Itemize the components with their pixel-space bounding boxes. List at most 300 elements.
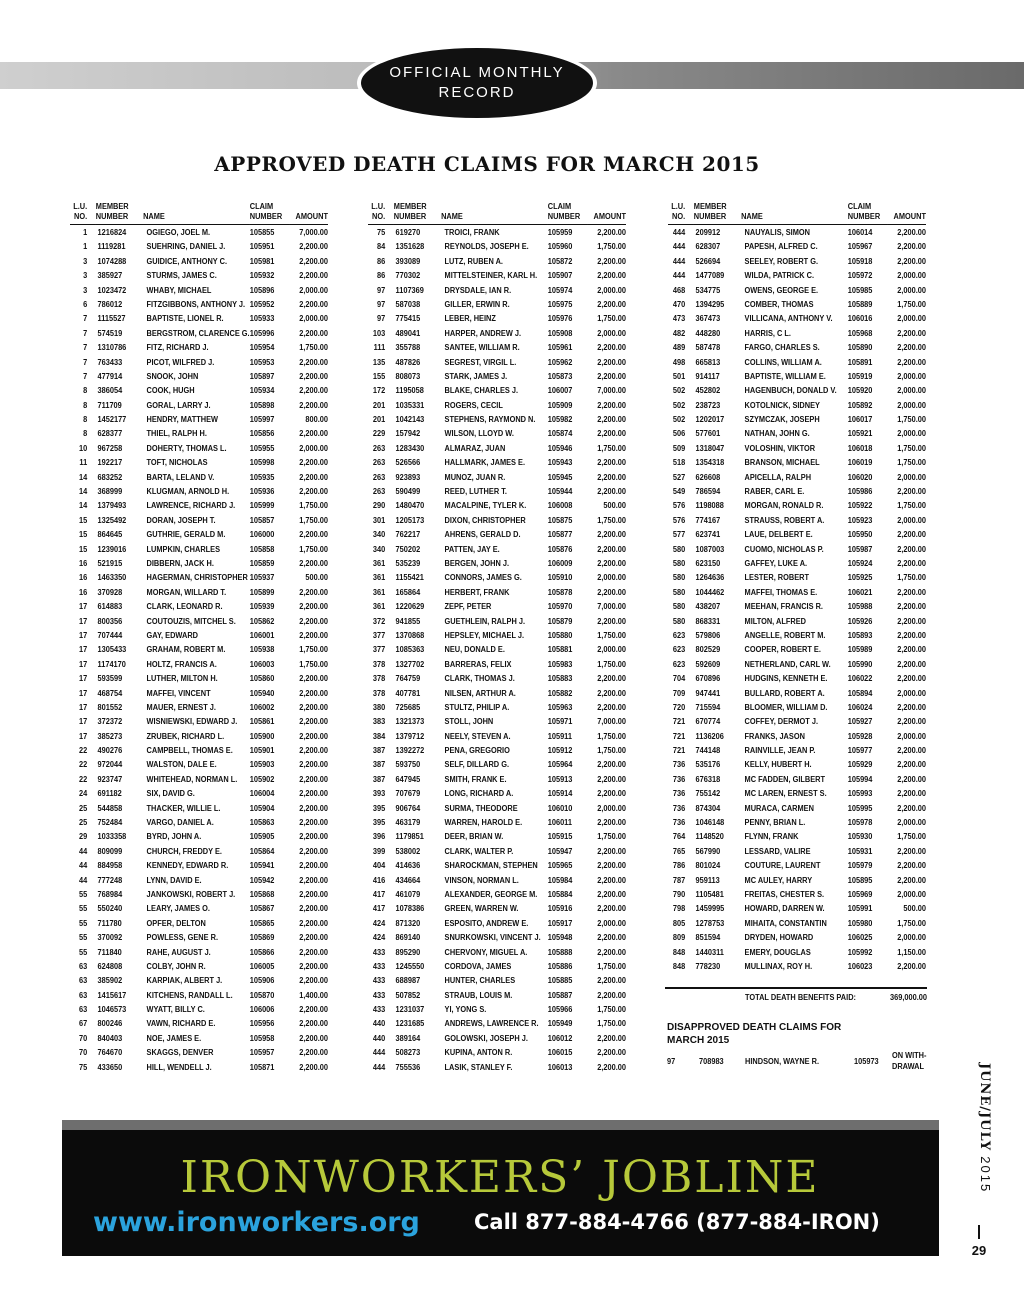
table-row	[668, 743, 926, 757]
cell-amount: 2,200.00	[597, 428, 626, 439]
folio-divider	[978, 1225, 980, 1239]
cell-lu: 387	[372, 773, 386, 784]
cell-lu: 580	[672, 543, 686, 554]
table-row	[668, 714, 926, 728]
cell-lu: 55	[78, 903, 88, 914]
cell-lu: 340	[372, 529, 386, 540]
cell-name: DORAN, JOSEPH T.	[146, 514, 216, 525]
cell-amount: 2,000.00	[897, 514, 926, 525]
cell-name: LYNN, DAVID E.	[146, 874, 202, 885]
cell-claim: 106004	[249, 788, 275, 799]
cell-claim: 105910	[547, 572, 573, 583]
cell-member: 1392272	[395, 745, 425, 756]
cell-claim: 106007	[547, 385, 573, 396]
cell-lu: 378	[372, 687, 386, 698]
cell-member: 587478	[695, 342, 721, 353]
cell-member: 711709	[97, 399, 122, 410]
cell-claim: 105858	[249, 543, 275, 554]
cell-amount: 500.00	[603, 500, 626, 511]
table-row	[70, 714, 328, 728]
cell-name: SEGREST, VIRGIL L.	[444, 356, 517, 367]
cell-name: SNURKOWSKI, VINCENT J.	[444, 932, 541, 943]
cell-claim: 105942	[249, 874, 275, 885]
cell-amount: 7,000.00	[597, 716, 626, 727]
cell-name: HUDGINS, KENNETH E.	[744, 673, 828, 684]
table-row	[668, 916, 926, 930]
cell-member: 157942	[395, 428, 421, 439]
cell-name: ESPOSITO, ANDREW E.	[444, 917, 529, 928]
cell-claim: 105961	[547, 342, 573, 353]
table-row	[70, 268, 328, 282]
cell-lu: 805	[672, 917, 686, 928]
cell-amount: 2,200.00	[597, 399, 626, 410]
cell-claim: 105870	[249, 989, 275, 1000]
disapproved-claim: 105973	[854, 1056, 879, 1066]
table-row	[70, 326, 328, 340]
cell-name: WILSON, LLOYD W.	[444, 428, 514, 439]
cell-claim: 105903	[249, 759, 275, 770]
cell-amount: 2,200.00	[597, 788, 626, 799]
cell-lu: 433	[372, 989, 386, 1000]
cell-claim: 105916	[547, 903, 573, 914]
cell-name: FITZ, RICHARD J.	[146, 342, 209, 353]
cell-lu: 580	[672, 572, 686, 583]
cell-name: FLYNN, FRANK	[744, 831, 799, 842]
disapproved-title	[667, 1021, 887, 1047]
cell-member: 725685	[395, 701, 421, 712]
header-claim-line: NUMBER	[547, 211, 581, 221]
cell-claim: 105866	[249, 946, 275, 957]
table-row	[368, 714, 626, 728]
cell-amount: 2,200.00	[897, 716, 926, 727]
cell-lu: 263	[372, 486, 386, 497]
table-row	[368, 729, 626, 743]
cell-amount: 2,000.00	[897, 471, 926, 482]
table-row	[368, 614, 626, 628]
cell-name: LESSARD, VALIRE	[744, 845, 811, 856]
table-row	[368, 398, 626, 412]
cell-lu: 63	[78, 989, 88, 1000]
cell-name: MEEHAN, FRANCIS R.	[744, 601, 823, 612]
table-row	[70, 916, 328, 930]
cell-claim: 105875	[547, 514, 573, 525]
header-member-line: MEMBER	[95, 201, 129, 211]
cell-lu: 15	[78, 514, 88, 525]
cell-name: DRYSDALE, IAN R.	[444, 284, 512, 295]
total-value: 369,000.00	[890, 992, 927, 1002]
cell-member: 755142	[695, 788, 721, 799]
cell-lu: 580	[672, 601, 686, 612]
cell-claim: 106011	[547, 817, 572, 828]
cell-amount: 2,000.00	[299, 442, 328, 453]
cell-lu: 787	[672, 874, 686, 885]
cell-name: BYRD, JOHN A.	[146, 831, 202, 842]
cell-amount: 2,000.00	[897, 399, 926, 410]
header-name: NAME	[143, 211, 165, 221]
table-row	[368, 700, 626, 714]
cell-claim: 105955	[249, 442, 275, 453]
table-row	[70, 686, 328, 700]
cell-amount: 2,200.00	[299, 701, 328, 712]
cell-claim: 105869	[249, 932, 275, 943]
cell-amount: 2,200.00	[897, 529, 926, 540]
cell-amount: 2,000.00	[897, 428, 926, 439]
table-row	[70, 1031, 328, 1045]
cell-claim: 105979	[847, 860, 873, 871]
cell-name: WYATT, BILLY C.	[146, 1004, 205, 1015]
header-name: NAME	[441, 211, 463, 221]
cell-lu: 25	[78, 817, 88, 828]
cell-lu: 1	[83, 227, 88, 237]
table-row	[668, 441, 926, 455]
record-badge	[361, 48, 593, 118]
cell-amount: 2,000.00	[897, 270, 926, 281]
cell-amount: 2,200.00	[897, 960, 926, 971]
table-row	[70, 887, 328, 901]
header-lu	[70, 201, 96, 225]
cell-name: KENNEDY, EDWARD R.	[146, 860, 229, 871]
cell-member: 1477089	[695, 270, 725, 281]
cell-claim: 105897	[249, 370, 275, 381]
cell-member: 1087003	[695, 543, 725, 554]
header-amount: AMOUNT	[593, 211, 626, 221]
cell-member: 386054	[97, 385, 123, 396]
cell-amount: 2,200.00	[597, 989, 626, 1000]
cell-member: 619270	[395, 227, 421, 237]
cell-amount: 500.00	[903, 903, 926, 914]
cell-lu: 623	[672, 629, 686, 640]
table-row	[368, 570, 626, 584]
cell-amount: 1,750.00	[597, 658, 626, 669]
claims-table	[668, 201, 926, 973]
header-lu-line: L.U.	[371, 201, 386, 211]
table-row	[70, 945, 328, 959]
cell-name: MC LAREN, ERNEST S.	[744, 788, 827, 799]
cell-lu: 786	[672, 860, 686, 871]
cell-amount: 2,000.00	[897, 730, 926, 741]
table-row	[368, 901, 626, 915]
table-row	[70, 398, 328, 412]
cell-lu: 63	[78, 975, 88, 986]
cell-lu: 736	[672, 759, 686, 770]
header-claim	[250, 201, 290, 225]
header-lu	[668, 201, 694, 225]
cell-amount: 2,200.00	[299, 1018, 328, 1029]
table-row	[368, 297, 626, 311]
cell-name: HOWARD, DARREN W.	[744, 903, 825, 914]
table-row	[70, 671, 328, 685]
table-row	[368, 1002, 626, 1016]
cell-amount: 2,000.00	[897, 385, 926, 396]
table-row	[70, 844, 328, 858]
cell-claim: 105865	[249, 917, 275, 928]
cell-name: POWLESS, GENE R.	[146, 932, 219, 943]
cell-lu: 765	[672, 845, 686, 856]
cell-name: GRAHAM, ROBERT M.	[146, 644, 226, 655]
cell-claim: 105871	[249, 1061, 275, 1072]
table-row	[70, 829, 328, 843]
cell-member: 923747	[97, 773, 123, 784]
cell-amount: 2,200.00	[299, 270, 328, 281]
cell-claim: 105947	[547, 845, 573, 856]
cell-lu: 14	[78, 471, 88, 482]
cell-lu: 84	[376, 241, 386, 252]
cell-claim: 105889	[847, 298, 873, 309]
table-row	[70, 757, 328, 771]
cell-amount: 2,200.00	[897, 342, 926, 353]
cell-claim: 105966	[547, 1004, 573, 1015]
cell-amount: 1,750.00	[299, 514, 328, 525]
cell-name: THACKER, WILLIE L.	[146, 802, 221, 813]
cell-claim: 105864	[249, 845, 275, 856]
table-row	[70, 700, 328, 714]
cell-name: WISNIEWSKI, EDWARD J.	[146, 716, 238, 727]
table-row	[668, 657, 926, 671]
cell-lu: 809	[672, 932, 686, 943]
cell-claim: 105954	[249, 342, 275, 353]
table-row	[668, 930, 926, 944]
cell-amount: 2,000.00	[897, 370, 926, 381]
cell-member: 490276	[97, 745, 123, 756]
cell-amount: 2,200.00	[299, 629, 328, 640]
cell-claim: 105991	[847, 903, 873, 914]
header-member-line: NUMBER	[693, 211, 727, 221]
cell-name: SNOOK, JOHN	[146, 370, 199, 381]
cell-claim: 105905	[249, 831, 275, 842]
cell-name: MC FADDEN, GILBERT	[744, 773, 826, 784]
cell-amount: 500.00	[305, 572, 328, 583]
cell-member: 1074288	[97, 255, 127, 266]
table-row	[368, 268, 626, 282]
header-lu-line: L.U.	[671, 201, 686, 211]
cell-member: 1480470	[395, 500, 425, 511]
cell-amount: 2,200.00	[299, 586, 328, 597]
header-lu-line: NO.	[74, 211, 88, 221]
cell-lu: 444	[672, 270, 686, 281]
cell-amount: 2,200.00	[597, 1032, 626, 1043]
table-row	[368, 426, 626, 440]
cell-member: 1119281	[97, 241, 126, 252]
table-row	[70, 988, 328, 1002]
cell-name: COFFEY, DERMOT J.	[744, 716, 819, 727]
cell-lu: 444	[672, 241, 686, 252]
cell-name: KITCHENS, RANDALL L.	[146, 989, 233, 1000]
cell-claim: 105901	[249, 745, 275, 756]
cell-lu: 29	[78, 831, 88, 842]
cell-name: NETHERLAND, CARL W.	[744, 658, 831, 669]
table-row	[668, 542, 926, 556]
cell-member: 768984	[97, 888, 123, 899]
cell-claim: 106002	[249, 701, 275, 712]
cell-claim: 105884	[547, 888, 573, 899]
cell-claim: 105902	[249, 773, 275, 784]
cell-amount: 2,200.00	[299, 1032, 328, 1043]
cell-name: KARPIAK, ALBERT J.	[146, 975, 223, 986]
cell-name: HUNTER, CHARLES	[444, 975, 516, 986]
cell-member: 1239016	[97, 543, 127, 554]
table-row	[668, 959, 926, 973]
cell-name: FRANKS, JASON	[744, 730, 805, 741]
cell-amount: 2,200.00	[897, 644, 926, 655]
cell-claim: 106010	[547, 802, 573, 813]
cell-amount: 2,200.00	[299, 831, 328, 842]
cell-name: COMBER, THOMAS	[744, 298, 814, 309]
cell-member: 1245550	[395, 960, 425, 971]
cell-name: PAPESH, ALFRED C.	[744, 241, 818, 252]
header-amount: AMOUNT	[893, 211, 926, 221]
cell-amount: 2,200.00	[299, 888, 328, 899]
jobline-title: IRONWORKERS’ JOBLINE	[180, 1152, 820, 1203]
cell-amount: 2,200.00	[299, 557, 328, 568]
cell-amount: 2,200.00	[299, 788, 328, 799]
table-row	[368, 988, 626, 1002]
cell-claim: 105934	[249, 385, 275, 396]
cell-claim: 105957	[249, 1047, 275, 1058]
cell-member: 711840	[97, 946, 122, 957]
cell-name: NEELY, STEVEN A.	[444, 730, 511, 741]
cell-amount: 1,750.00	[597, 730, 626, 741]
cell-amount: 2,000.00	[597, 917, 626, 928]
cell-amount: 1,750.00	[299, 543, 328, 554]
table-row	[368, 283, 626, 297]
table-row	[668, 887, 926, 901]
cell-name: COOK, HUGH	[146, 385, 195, 396]
cell-amount: 2,000.00	[897, 687, 926, 698]
cell-claim: 106023	[847, 960, 873, 971]
cell-amount: 2,200.00	[299, 730, 328, 741]
cell-amount: 2,200.00	[597, 356, 626, 367]
cell-amount: 2,200.00	[299, 903, 328, 914]
cell-claim: 105876	[547, 543, 573, 554]
cell-member: 764670	[97, 1047, 123, 1058]
cell-lu: 17	[78, 629, 88, 640]
cell-claim: 105982	[547, 414, 573, 425]
cell-member: 577601	[695, 428, 721, 439]
cell-lu: 67	[78, 1018, 88, 1029]
table-row	[70, 369, 328, 383]
badge-line-1: OFFICIAL MONTHLY	[389, 64, 565, 81]
table-row	[368, 642, 626, 656]
cell-lu: 440	[372, 1032, 386, 1043]
cell-claim: 105908	[547, 327, 573, 338]
cell-lu: 15	[78, 543, 88, 554]
table-header-row	[70, 201, 328, 225]
cell-amount: 2,200.00	[299, 845, 328, 856]
cell-amount: 2,200.00	[897, 701, 926, 712]
cell-member: 1463350	[97, 572, 127, 583]
cell-claim: 105913	[547, 773, 573, 784]
table-row	[668, 585, 926, 599]
cell-claim: 105994	[847, 773, 873, 784]
table-row	[70, 657, 328, 671]
cell-lu: 17	[78, 716, 88, 727]
cell-member: 1278753	[695, 917, 725, 928]
cell-claim: 105953	[249, 356, 275, 367]
cell-member: 538002	[395, 845, 421, 856]
cell-lu: 55	[78, 932, 88, 943]
table-row	[368, 973, 626, 987]
table-row	[368, 757, 626, 771]
cell-amount: 1,750.00	[597, 745, 626, 756]
table-row	[70, 355, 328, 369]
header-member	[96, 201, 143, 225]
cell-member: 683252	[97, 471, 123, 482]
jobline-url-link[interactable]: www.ironworkers.org	[93, 1207, 420, 1238]
cell-amount: 2,200.00	[597, 414, 626, 425]
cell-name: FREITAS, CHESTER S.	[744, 888, 825, 899]
cell-lu: 489	[672, 342, 686, 353]
table-row	[668, 786, 926, 800]
cell-name: AHRENS, GERALD D.	[444, 529, 521, 540]
cell-claim: 106000	[249, 529, 275, 540]
cell-member: 614883	[97, 601, 123, 612]
cell-claim: 105945	[547, 471, 573, 482]
cell-name: STARK, JAMES J.	[444, 370, 508, 381]
cell-lu: 417	[372, 903, 386, 914]
cell-lu: 63	[78, 960, 88, 971]
cell-member: 864645	[97, 529, 123, 540]
cell-amount: 2,200.00	[597, 586, 626, 597]
cell-amount: 1,750.00	[897, 572, 926, 583]
cell-claim: 105885	[547, 975, 573, 986]
cell-amount: 2,200.00	[299, 356, 328, 367]
cell-name: SURMA, THEODORE	[444, 802, 518, 813]
cell-member: 1305433	[97, 644, 127, 655]
cell-name: SELF, DILLARD G.	[444, 759, 510, 770]
cell-name: COLLINS, WILLIAM A.	[744, 356, 822, 367]
cell-amount: 1,750.00	[897, 298, 926, 309]
cell-member: 579806	[695, 629, 721, 640]
cell-lu: 576	[672, 514, 686, 525]
table-row	[368, 657, 626, 671]
cell-amount: 2,200.00	[597, 701, 626, 712]
cell-name: MAFFEI, VINCENT	[146, 687, 211, 698]
cell-amount: 2,200.00	[597, 946, 626, 957]
cell-claim: 105899	[249, 586, 275, 597]
cell-lu: 395	[372, 802, 386, 813]
cell-name: GREEN, WARREN W.	[444, 903, 519, 914]
cell-member: 463179	[395, 817, 421, 828]
cell-amount: 2,200.00	[597, 1061, 626, 1072]
cell-amount: 2,200.00	[897, 658, 926, 669]
cell-member: 1155421	[395, 572, 424, 583]
cell-name: SKAGGS, DENVER	[146, 1047, 214, 1058]
cell-amount: 2,200.00	[597, 687, 626, 698]
cell-lu: 17	[78, 644, 88, 655]
cell-lu: 361	[372, 557, 386, 568]
table-row	[668, 311, 926, 325]
cell-name: HAGENBUCH, DONALD V.	[744, 385, 837, 396]
cell-amount: 2,000.00	[897, 932, 926, 943]
cell-name: HALLMARK, JAMES E.	[444, 457, 526, 468]
cell-claim: 105868	[249, 888, 275, 899]
cell-name: CUOMO, NICHOLAS P.	[744, 543, 824, 554]
cell-claim: 106009	[547, 557, 573, 568]
cell-member: 370092	[97, 932, 123, 943]
cell-amount: 2,200.00	[897, 255, 926, 266]
claims-column-2	[368, 201, 668, 1074]
cell-member: 385273	[97, 730, 123, 741]
cell-lu: 55	[78, 946, 88, 957]
table-row	[70, 901, 328, 915]
cell-name: LONG, RICHARD A.	[444, 788, 514, 799]
cell-claim: 105950	[847, 529, 873, 540]
cell-lu: 11	[79, 457, 88, 468]
cell-name: MULLINAX, ROY H.	[744, 960, 813, 971]
cell-claim: 105917	[547, 917, 573, 928]
cell-amount: 1,750.00	[597, 241, 626, 252]
cell-lu: 97	[376, 298, 386, 309]
